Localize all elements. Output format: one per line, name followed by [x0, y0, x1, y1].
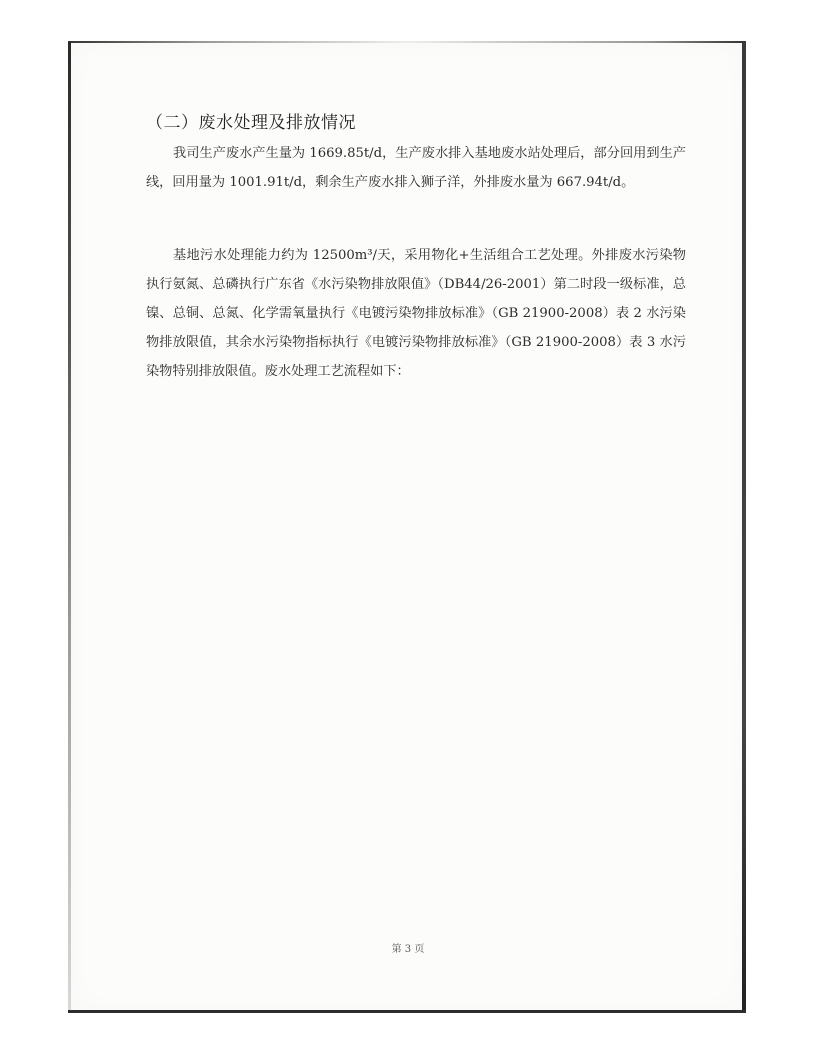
paragraph-wastewater-volume: 我司生产废水产生量为 1669.85t/d，生产废水排入基地废水站处理后，部分回用到生产线，回用量为 1001.91t/d，剩余生产废水排入狮子洋，外排废水量为 667.94t/d。	[146, 146, 686, 190]
page-edge-right	[742, 42, 746, 1012]
page-number: 第 3 页	[391, 944, 425, 955]
page-edge-bottom	[68, 1010, 746, 1013]
page-edge-left	[68, 42, 71, 1012]
page-edge-top	[68, 41, 746, 43]
section-heading: （二）废水处理及排放情况	[146, 113, 356, 133]
paragraph-treatment-standards: 基地污水处理能力约为 12500m³/天，采用物化+生活组合工艺处理。外排废水污染物执行氨氮、总磷执行广东省《水污染物排放限值》（DB44/26-2001）第二时段一级标准，总镍、总铜、总氮、化学需氧量执行《电镀污染物排放标准》（GB 21900-2008）表 2 水污染物排放限值，其余水污染物指标执行《电镀污染物排放标准》（GB 21900-2008）表 3 水污染物特别排放限值。废水处理工艺流程如下：	[146, 248, 686, 379]
